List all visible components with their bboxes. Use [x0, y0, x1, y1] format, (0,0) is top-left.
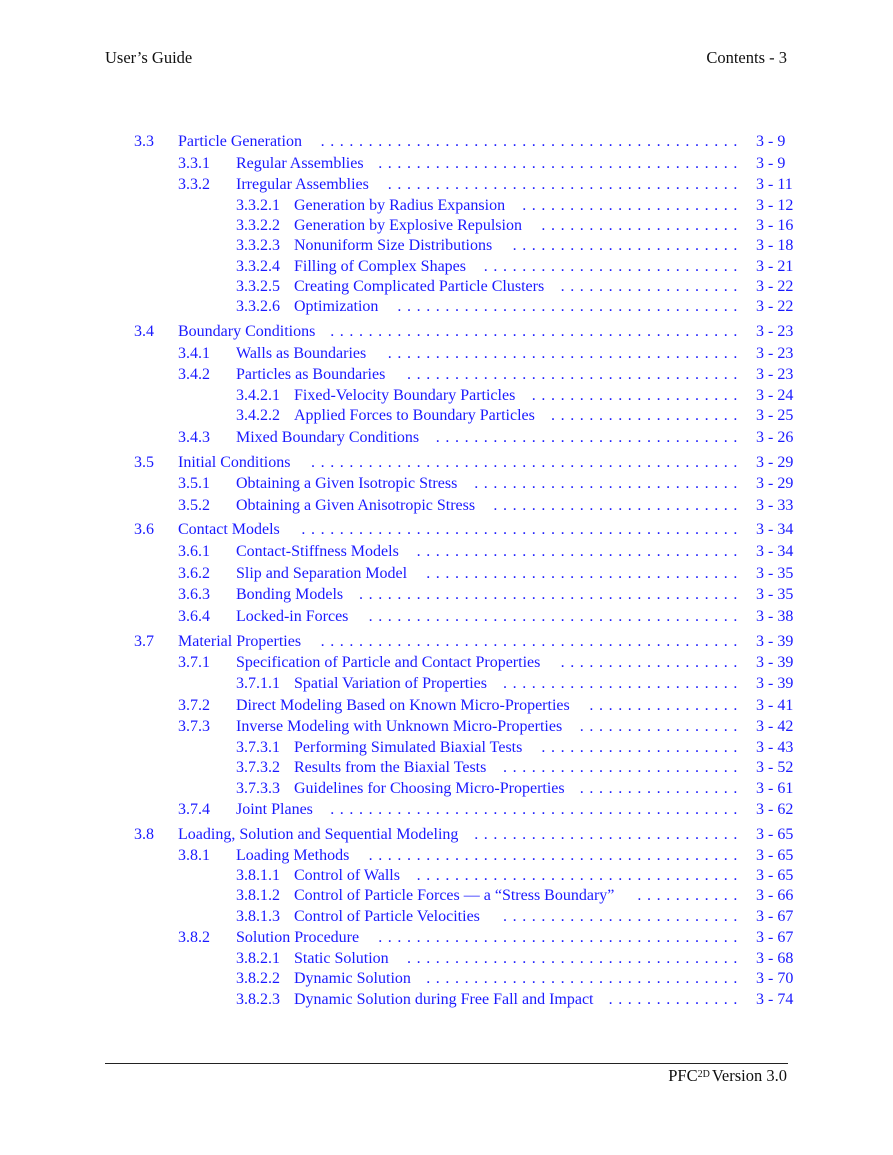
toc-leader-dots: .........................: [503, 759, 743, 776]
toc-entry[interactable]: [0, 237, 893, 257]
toc-entry-number[interactable]: 3.3.2.3: [236, 237, 280, 254]
toc-entry-title[interactable]: Locked-in Forces: [236, 608, 349, 625]
toc-entry-page[interactable]: 3 - 25: [756, 407, 794, 424]
toc-entry-number[interactable]: 3.7.3.2: [236, 759, 280, 776]
toc-entry[interactable]: [0, 429, 893, 449]
toc-leader-dots: ...................: [560, 278, 743, 295]
toc-entry-title[interactable]: Fixed-Velocity Boundary Particles: [294, 387, 516, 404]
toc-entry-number[interactable]: 3.7.4: [178, 801, 210, 818]
toc-entry-title[interactable]: Generation by Radius Expansion: [294, 197, 506, 214]
running-header-right: Contents - 3: [706, 48, 787, 67]
toc-entry[interactable]: [0, 197, 893, 217]
toc-entry-page[interactable]: 3 - 52: [756, 759, 794, 776]
toc-leader-dots: ...................................: [407, 366, 743, 383]
toc-entry-page[interactable]: 3 - 65: [756, 867, 794, 884]
toc-entry-number[interactable]: 3.4.1: [178, 345, 210, 362]
toc-entry[interactable]: [0, 929, 893, 949]
toc-leader-dots: ............................: [474, 475, 743, 492]
toc-entry-title[interactable]: Irregular Assemblies: [236, 176, 369, 193]
toc-leader-dots: ...........................: [483, 258, 743, 275]
toc-entry-title[interactable]: Obtaining a Given Anisotropic Stress: [236, 497, 476, 514]
toc-entry-title[interactable]: Loading, Solution and Sequential Modeling: [178, 826, 459, 843]
toc-entry-title[interactable]: Results from the Biaxial Tests: [294, 759, 487, 776]
toc-entry-number[interactable]: 3.4.3: [178, 429, 210, 446]
toc-leader-dots: .....................: [541, 217, 743, 234]
toc-entry-title[interactable]: Material Properties: [178, 633, 302, 650]
toc-entry-title[interactable]: Initial Conditions: [178, 454, 291, 471]
toc-entry-page[interactable]: 3 - 9: [756, 133, 786, 150]
toc-entry-page[interactable]: 3 - 26: [756, 429, 794, 446]
toc-entry-title[interactable]: Regular Assemblies: [236, 155, 364, 172]
toc-leader-dots: ....................: [551, 407, 743, 424]
toc-entry-title[interactable]: Boundary Conditions: [178, 323, 316, 340]
toc-leader-dots: ........................: [512, 237, 743, 254]
toc-entry-page[interactable]: 3 - 62: [756, 801, 794, 818]
toc-entry-number[interactable]: 3.3: [134, 133, 154, 150]
toc-entry-page[interactable]: 3 - 43: [756, 739, 794, 756]
toc-entry-page[interactable]: 3 - 67: [756, 908, 794, 925]
toc-entry-number[interactable]: 3.3.2.6: [236, 298, 280, 315]
toc-entry[interactable]: [0, 826, 893, 846]
toc-entry-title[interactable]: Static Solution: [294, 950, 389, 967]
toc-entry-number[interactable]: 3.6.3: [178, 586, 210, 603]
toc-leader-dots: ............................................: [320, 633, 743, 650]
toc-entry-page[interactable]: 3 - 9: [756, 155, 786, 172]
toc-entry[interactable]: [0, 323, 893, 343]
toc-entry-number[interactable]: 3.8.2.3: [236, 991, 280, 1008]
toc-entry-page[interactable]: 3 - 16: [756, 217, 794, 234]
toc-entry-number[interactable]: 3.7.2: [178, 697, 210, 714]
toc-entry[interactable]: [0, 608, 893, 628]
toc-entry-number[interactable]: 3.8.2: [178, 929, 210, 946]
toc-entry-page[interactable]: 3 - 68: [756, 950, 794, 967]
toc-leader-dots: ..............: [608, 991, 743, 1008]
toc-entry-page[interactable]: 3 - 42: [756, 718, 794, 735]
toc-entry-title[interactable]: Particles as Boundaries: [236, 366, 386, 383]
toc-leader-dots: ..........................: [493, 497, 743, 514]
toc-entry[interactable]: [0, 543, 893, 563]
toc-leader-dots: ..................................: [416, 543, 743, 560]
toc-entry-number[interactable]: 3.3.2.4: [236, 258, 280, 275]
toc-entry-title[interactable]: Contact Models: [178, 521, 280, 538]
toc-entry-number[interactable]: 3.8.1.3: [236, 908, 280, 925]
toc-entry[interactable]: [0, 258, 893, 278]
toc-leader-dots: ..............................................: [301, 521, 743, 538]
toc-leader-dots: ............................: [474, 826, 743, 843]
toc-leader-dots: ...........................................: [330, 323, 743, 340]
toc-leader-dots: .......................................: [368, 847, 743, 864]
toc-entry-number[interactable]: 3.7.1.1: [236, 675, 280, 692]
toc-entry[interactable]: [0, 801, 893, 821]
toc-leader-dots: ...........................................: [330, 801, 743, 818]
toc-leader-dots: ...................................: [407, 950, 743, 967]
toc-entry[interactable]: [0, 298, 893, 318]
toc-entry-number[interactable]: 3.3.2.1: [236, 197, 280, 214]
toc-entry-page[interactable]: 3 - 39: [756, 654, 794, 671]
toc-entry-page[interactable]: 3 - 23: [756, 345, 794, 362]
toc-entry-page[interactable]: 3 - 34: [756, 521, 794, 538]
toc-entry[interactable]: [0, 867, 893, 887]
toc-entry-title[interactable]: Walls as Boundaries: [236, 345, 367, 362]
toc-entry-number[interactable]: 3.4: [134, 323, 154, 340]
toc-entry-title[interactable]: Optimization: [294, 298, 379, 315]
toc-entry-number[interactable]: 3.3.2: [178, 176, 210, 193]
toc-entry[interactable]: [0, 565, 893, 585]
toc-leader-dots: .................: [579, 780, 743, 797]
toc-entry-page[interactable]: 3 - 33: [756, 497, 794, 514]
toc-leader-dots: ........................................: [359, 586, 743, 603]
toc-entry-number[interactable]: 3.6.1: [178, 543, 210, 560]
toc-leader-dots: ................: [589, 697, 743, 714]
toc-entry-number[interactable]: 3.8.2.2: [236, 970, 280, 987]
toc-entry-title[interactable]: Bonding Models: [236, 586, 344, 603]
toc-leader-dots: .....................................: [387, 176, 743, 193]
toc-entry-title[interactable]: Control of Particle Forces — a “Stress Boundary”: [294, 887, 615, 904]
toc-entry[interactable]: [0, 847, 893, 867]
toc-entry-number[interactable]: 3.6.2: [178, 565, 210, 582]
toc-entry-number[interactable]: 3.7.3: [178, 718, 210, 735]
toc-entry-title[interactable]: Control of Particle Velocities: [294, 908, 480, 925]
toc-entry-number[interactable]: 3.7.3.3: [236, 780, 280, 797]
toc-entry-title[interactable]: Contact-Stiffness Models: [236, 543, 399, 560]
toc-entry-page[interactable]: 3 - 18: [756, 237, 794, 254]
toc-leader-dots: ..................................: [416, 867, 743, 884]
toc-leader-dots: ............................................: [320, 133, 743, 150]
toc-leader-dots: .......................: [522, 197, 743, 214]
toc-entry-page[interactable]: 3 - 29: [756, 475, 794, 492]
toc-entry-number[interactable]: 3.8: [134, 826, 154, 843]
toc-entry-number[interactable]: 3.7.1: [178, 654, 210, 671]
toc-entry[interactable]: [0, 217, 893, 237]
toc-leader-dots: .............................................: [311, 454, 743, 471]
toc-entry[interactable]: [0, 739, 893, 759]
toc-entry-page[interactable]: 3 - 34: [756, 543, 794, 560]
toc-entry-title[interactable]: Creating Complicated Particle Clusters: [294, 278, 545, 295]
toc-leader-dots: .........................: [503, 908, 743, 925]
toc-leader-dots: .....................................: [387, 345, 743, 362]
toc-leader-dots: ......................: [531, 387, 743, 404]
toc-entry[interactable]: [0, 497, 893, 517]
toc-entry-title[interactable]: Joint Planes: [236, 801, 313, 818]
toc-entry-title[interactable]: Direct Modeling Based on Known Micro-Properties: [236, 697, 570, 714]
toc-leader-dots: .......................................: [368, 608, 743, 625]
toc-entry-number[interactable]: 3.8.1: [178, 847, 210, 864]
toc-entry-title[interactable]: Control of Walls: [294, 867, 400, 884]
toc-leader-dots: ......................................: [378, 929, 743, 946]
toc-leader-dots: ......................................: [378, 155, 743, 172]
toc-entry-title[interactable]: Filling of Complex Shapes: [294, 258, 466, 275]
toc-entry-page[interactable]: 3 - 35: [756, 565, 794, 582]
toc-entry[interactable]: [0, 133, 893, 153]
toc-entry[interactable]: [0, 345, 893, 365]
toc-entry-number[interactable]: 3.8.2.1: [236, 950, 280, 967]
toc-entry-page[interactable]: 3 - 74: [756, 991, 794, 1008]
toc-entry-page[interactable]: 3 - 22: [756, 298, 794, 315]
toc-entry-page[interactable]: 3 - 29: [756, 454, 794, 471]
toc-entry-number[interactable]: 3.8.1.1: [236, 867, 280, 884]
toc-entry[interactable]: [0, 387, 893, 407]
toc-entry-page[interactable]: 3 - 41: [756, 697, 794, 714]
toc-entry-page[interactable]: 3 - 11: [756, 176, 793, 193]
toc-entry-page[interactable]: 3 - 39: [756, 675, 794, 692]
footer: [668, 1066, 787, 1086]
footer-product: PFC: [668, 1066, 698, 1085]
toc-entry-page[interactable]: 3 - 67: [756, 929, 794, 946]
toc-entry-number[interactable]: 3.6.4: [178, 608, 210, 625]
toc-entry[interactable]: [0, 908, 893, 928]
toc-entry[interactable]: [0, 407, 893, 427]
toc-entry-title[interactable]: Generation by Explosive Repulsion: [294, 217, 522, 234]
toc-entry[interactable]: [0, 675, 893, 695]
running-header-left: User’s Guide: [105, 48, 193, 67]
toc-leader-dots: .................................: [426, 970, 743, 987]
toc-entry-page[interactable]: 3 - 23: [756, 366, 794, 383]
toc-leader-dots: ....................................: [397, 298, 743, 315]
toc-entry[interactable]: [0, 991, 893, 1011]
toc-entry-number[interactable]: 3.3.2.2: [236, 217, 280, 234]
toc-entry-page[interactable]: 3 - 24: [756, 387, 794, 404]
toc-entry[interactable]: [0, 155, 893, 175]
toc-entry-page[interactable]: 3 - 35: [756, 586, 794, 603]
toc-entry[interactable]: [0, 278, 893, 298]
toc-leader-dots: .................................: [426, 565, 743, 582]
toc-entry-title[interactable]: Specification of Particle and Contact Properties: [236, 654, 541, 671]
toc-entry-number[interactable]: 3.5.1: [178, 475, 210, 492]
toc-entry[interactable]: [0, 633, 893, 653]
toc-entry-title[interactable]: Particle Generation: [178, 133, 302, 150]
toc-entry-title[interactable]: Applied Forces to Boundary Particles: [294, 407, 535, 424]
toc-entry-title[interactable]: Spatial Variation of Properties: [294, 675, 487, 692]
toc-entry-page[interactable]: 3 - 38: [756, 608, 794, 625]
toc-entry[interactable]: [0, 950, 893, 970]
toc-entry-title[interactable]: Obtaining a Given Isotropic Stress: [236, 475, 458, 492]
toc-entry-title[interactable]: Nonuniform Size Distributions: [294, 237, 493, 254]
toc-entry-page[interactable]: 3 - 61: [756, 780, 794, 797]
toc-entry[interactable]: [0, 780, 893, 800]
toc-entry-number[interactable]: 3.4.2.1: [236, 387, 280, 404]
toc-entry[interactable]: [0, 759, 893, 779]
footer-version: Version 3.0: [711, 1066, 787, 1085]
toc-entry-number[interactable]: 3.4.2: [178, 366, 210, 383]
toc-entry[interactable]: [0, 654, 893, 674]
toc-entry[interactable]: [0, 475, 893, 495]
toc-entry[interactable]: [0, 521, 893, 541]
toc-entry-page[interactable]: 3 - 12: [756, 197, 794, 214]
toc-entry-title[interactable]: Inverse Modeling with Unknown Micro-Properties: [236, 718, 563, 735]
toc-entry-title[interactable]: Slip and Separation Model: [236, 565, 408, 582]
toc-entry-title[interactable]: Loading Methods: [236, 847, 350, 864]
toc-entry-number[interactable]: 3.5: [134, 454, 154, 471]
toc-leader-dots: ...........: [637, 887, 743, 904]
toc-leader-dots: ................................: [435, 429, 743, 446]
toc-entry-number[interactable]: 3.7: [134, 633, 154, 650]
toc-entry-page[interactable]: 3 - 70: [756, 970, 794, 987]
toc-entry[interactable]: [0, 454, 893, 474]
toc-entry-page[interactable]: 3 - 65: [756, 826, 794, 843]
toc-entry-page[interactable]: 3 - 65: [756, 847, 794, 864]
toc-entry-page[interactable]: 3 - 39: [756, 633, 794, 650]
toc-entry-number[interactable]: 3.6: [134, 521, 154, 538]
toc-entry-number[interactable]: 3.3.1: [178, 155, 210, 172]
toc-leader-dots: .................: [579, 718, 743, 735]
toc-entry[interactable]: [0, 970, 893, 990]
toc-entry-page[interactable]: 3 - 66: [756, 887, 794, 904]
toc-entry-page[interactable]: 3 - 23: [756, 323, 794, 340]
toc-entry[interactable]: [0, 366, 893, 386]
toc-entry[interactable]: [0, 887, 893, 907]
toc-entry-number[interactable]: 3.3.2.5: [236, 278, 280, 295]
toc-entry-number[interactable]: 3.5.2: [178, 497, 210, 514]
toc-entry-title[interactable]: Solution Procedure: [236, 929, 360, 946]
toc-leader-dots: ...................: [560, 654, 743, 671]
toc-entry[interactable]: [0, 718, 893, 738]
toc-entry-number[interactable]: 3.8.1.2: [236, 887, 280, 904]
toc-entry-title[interactable]: Guidelines for Choosing Micro-Properties: [294, 780, 565, 797]
footer-rule: [105, 1063, 788, 1064]
toc-entry[interactable]: [0, 176, 893, 196]
footer-superscript: 2D: [697, 1069, 710, 1080]
toc-entry-title[interactable]: Performing Simulated Biaxial Tests: [294, 739, 523, 756]
toc-entry-title[interactable]: Dynamic Solution: [294, 970, 411, 987]
toc-entry-title[interactable]: Mixed Boundary Conditions: [236, 429, 420, 446]
toc-leader-dots: .........................: [503, 675, 743, 692]
toc-entry-page[interactable]: 3 - 22: [756, 278, 794, 295]
toc-entry-number[interactable]: 3.4.2.2: [236, 407, 280, 424]
toc-leader-dots: .....................: [541, 739, 743, 756]
toc-entry-title[interactable]: Dynamic Solution during Free Fall and Impact: [294, 991, 594, 1008]
toc-entry[interactable]: [0, 586, 893, 606]
toc-entry-number[interactable]: 3.7.3.1: [236, 739, 280, 756]
toc-entry[interactable]: [0, 697, 893, 717]
toc-entry-page[interactable]: 3 - 21: [756, 258, 794, 275]
